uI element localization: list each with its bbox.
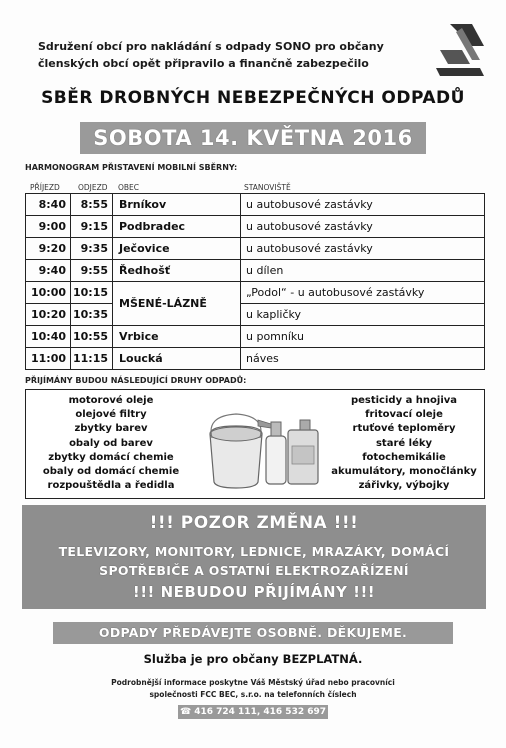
- list-item: staré léky: [375, 437, 433, 449]
- accepted-waste-box: [25, 389, 485, 499]
- list-item: zářivky, výbojky: [358, 480, 450, 492]
- table-row: [26, 304, 485, 326]
- arrival-cell: 9:00: [26, 216, 71, 238]
- schedule-table: [25, 193, 485, 370]
- village-cell: Brníkov: [113, 194, 241, 216]
- warning-footer: !!! NEBUDOU PŘIJÍMÁNY !!!: [132, 583, 376, 601]
- phone-icon: ☎: [179, 707, 192, 717]
- info-note: [0, 677, 506, 701]
- departure-cell: 8:55: [71, 194, 113, 216]
- list-item: olejové filtry: [75, 409, 147, 421]
- free-service-note: Služba je pro občany BEZPLATNÁ.: [143, 652, 363, 666]
- waste-list-right: [324, 394, 484, 493]
- table-row: [26, 260, 485, 282]
- departure-cell: 10:15: [71, 282, 113, 304]
- intro-text: [38, 38, 428, 72]
- table-row: [26, 282, 485, 304]
- table-row: [26, 238, 485, 260]
- arrival-cell: 9:40: [26, 260, 71, 282]
- stop-cell: u pomníku: [241, 326, 485, 348]
- list-item: pesticidy a hnojiva: [350, 395, 458, 406]
- info-line-2: společnosti FCC BEC, s.r.o. na telefonních číslech: [149, 690, 357, 699]
- info-line-1: Podrobnější informace poskytne Váš Městský úřad nebo pracovníci: [111, 678, 395, 687]
- arrival-cell: 11:00: [26, 348, 71, 370]
- arrival-cell: 10:00: [26, 282, 71, 304]
- departure-cell: 9:15: [71, 216, 113, 238]
- table-row: [26, 216, 485, 238]
- table-row: [26, 194, 485, 216]
- stop-cell: u autobusové zastávky: [241, 238, 485, 260]
- schedule-heading: HARMONOGRAM PŘISTAVENÍ MOBILNÍ SBĚRNY:: [25, 163, 238, 172]
- col-header-village: OBEC: [118, 183, 140, 192]
- table-row: [26, 326, 485, 348]
- village-cell: Ředhošť: [113, 260, 241, 282]
- table-row: [26, 348, 485, 370]
- personal-handover-banner: ODPADY PŘEDÁVEJTE OSOBNĚ. DĚKUJEME.: [53, 622, 453, 644]
- phone-numbers: [178, 705, 328, 719]
- list-item: zbytky barev: [74, 423, 148, 435]
- list-item: fritovací oleje: [365, 409, 443, 421]
- arrival-cell: 8:40: [26, 194, 71, 216]
- page-title: SBĚR DROBNÝCH NEBEZPEČNÝCH ODPADŮ: [41, 88, 465, 108]
- waste-list-left: [26, 394, 196, 493]
- phone-numbers-text: 416 724 111, 416 532 697: [194, 707, 327, 717]
- stop-cell: náves: [241, 348, 485, 370]
- village-cell: MŠENÉ-LÁZNĚ: [113, 282, 241, 326]
- warning-items-line-2: SPOTŘEBIČE A OSTATNÍ ELEKTROZAŘÍZENÍ: [99, 563, 409, 578]
- col-header-arrival: PŘÍJEZD: [30, 183, 60, 192]
- stop-cell: u autobusové zastávky: [241, 216, 485, 238]
- list-item: motorové oleje: [68, 395, 154, 406]
- list-item: fotochemikálie: [362, 451, 446, 463]
- list-item: rozpouštědla a ředidla: [47, 480, 175, 492]
- sono-logo: [432, 20, 488, 84]
- arrival-cell: 10:20: [26, 304, 71, 326]
- village-cell: Loucká: [113, 348, 241, 370]
- village-cell: Vrbice: [113, 326, 241, 348]
- departure-cell: 9:35: [71, 238, 113, 260]
- warning-headline: !!! POZOR ZMĚNA !!!: [149, 513, 359, 533]
- warning-items-line-1: TELEVIZORY, MONITORY, LEDNICE, MRAZÁKY, DOMÁCÍ: [58, 544, 450, 559]
- departure-cell: 10:35: [71, 304, 113, 326]
- list-item: rtuťové teploměry: [352, 423, 456, 435]
- col-header-departure: ODJEZD: [78, 183, 108, 192]
- departure-cell: 9:55: [71, 260, 113, 282]
- warning-items: [32, 542, 476, 580]
- stop-cell: u dílen: [241, 260, 485, 282]
- stop-cell: u autobusové zastávky: [241, 194, 485, 216]
- warning-box: [22, 505, 486, 609]
- departure-cell: 11:15: [71, 348, 113, 370]
- list-item: obaly od domácí chemie: [42, 466, 180, 478]
- list-item: obaly od barev: [69, 437, 153, 449]
- stop-cell: u kapličky: [241, 304, 485, 326]
- stop-cell: „Podol“ - u autobusové zastávky: [241, 282, 485, 304]
- col-header-stop: STANOVIŠTĚ: [244, 183, 291, 192]
- date-banner: SOBOTA 14. KVĚTNA 2016: [80, 122, 426, 154]
- intro-line-1: Sdružení obcí pro nakládání s odpady SONO pro občany: [38, 40, 384, 53]
- list-item: akumulátory, monočlánky: [331, 466, 477, 478]
- intro-line-2: členských obcí opět připravilo a finančně zabezpečilo: [38, 57, 369, 70]
- village-cell: Ječovice: [113, 238, 241, 260]
- accepted-heading: PŘIJÍMÁNY BUDOU NÁSLEDUJÍCÍ DRUHY ODPADŮ:: [25, 376, 247, 385]
- list-item: zbytky domácí chemie: [48, 451, 174, 463]
- departure-cell: 10:55: [71, 326, 113, 348]
- arrival-cell: 9:20: [26, 238, 71, 260]
- village-cell: Podbradec: [113, 216, 241, 238]
- arrival-cell: 10:40: [26, 326, 71, 348]
- canisters-icon: [196, 396, 324, 492]
